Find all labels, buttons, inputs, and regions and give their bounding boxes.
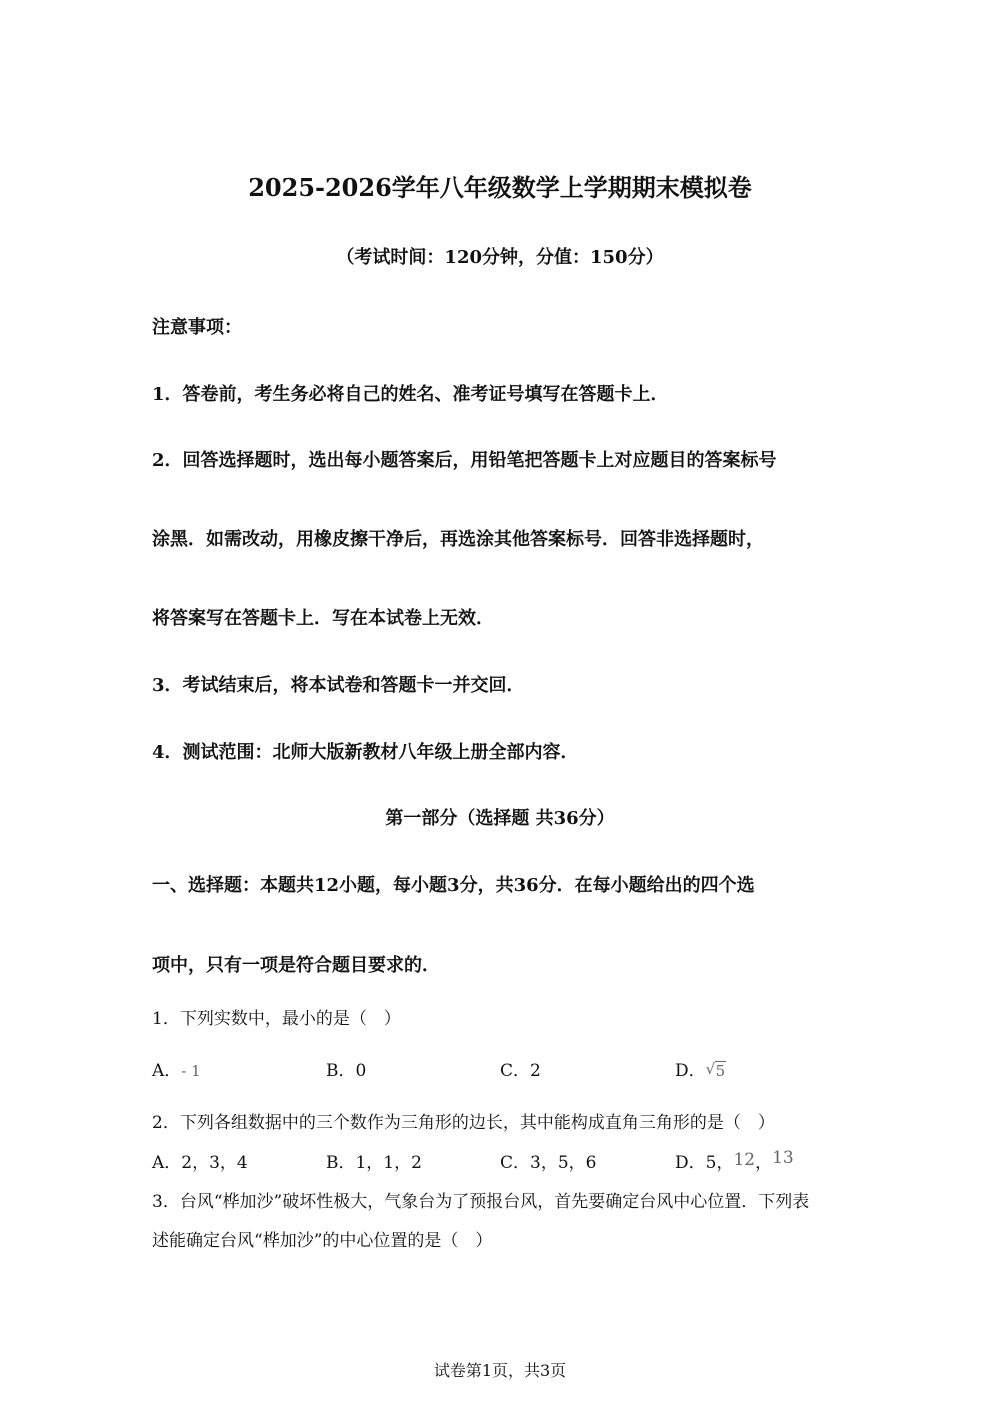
radicand: 5: [715, 1062, 726, 1080]
question-2-option-a: A．2，3，4: [152, 1153, 248, 1173]
part1-instructions-line-1: 一、选择题：本题共12小题，每小题3分，共36分．在每小题给出的四个选: [152, 875, 755, 896]
part1-heading: 第一部分（选择题 共36分）: [385, 808, 615, 829]
option-value-13: 13: [772, 1148, 794, 1168]
question-2-option-b: B．1，1，2: [326, 1153, 422, 1173]
question-1-option-d: [675, 1056, 726, 1081]
page-footer: 试卷第1页，共3页: [433, 1361, 567, 1380]
question-2-stem: 2．下列各组数据中的三个数作为三角形的边长，其中能构成直角三角形的是（ ）: [152, 1113, 775, 1133]
question-1-stem: 1．下列实数中，最小的是（ ）: [152, 1009, 401, 1029]
sqrt-expression: [706, 1062, 727, 1080]
note-item-4: 4．测试范围：北师大版新教材八年级上册全部内容．: [152, 742, 579, 763]
notes-heading: 注意事项：: [152, 317, 242, 338]
note-item-1: 1．答卷前，考生务必将自己的姓名、准考证号填写在答题卡上．: [152, 384, 669, 405]
question-1-option-c: C．2: [500, 1061, 541, 1081]
question-3-stem-line-1: 3．台风“桦加沙”破坏性极大，气象台为了预报台风，首先要确定台风中心位置．下列表: [152, 1192, 810, 1212]
option-value-12: 12: [733, 1150, 756, 1170]
note-item-2-line-1: 2．回答选择题时，选出每小题答案后，用铅笔把答题卡上对应题目的答案标号: [152, 450, 777, 471]
question-2-option-c: C．3，5，6: [500, 1153, 597, 1173]
option-label: A．: [152, 1061, 182, 1081]
question-2-option-d: [675, 1148, 794, 1173]
option-label: D．5，: [675, 1153, 734, 1173]
exam-subtitle: （考试时间：120分钟，分值：150分）: [336, 247, 664, 268]
option-label: D．: [675, 1061, 706, 1081]
option-value: - 1: [181, 1062, 201, 1080]
radical-sign-icon: √: [705, 1060, 716, 1078]
question-1-option-a: [152, 1056, 201, 1081]
note-item-3: 3．考试结束后，将本试卷和答题卡一并交回．: [152, 675, 525, 696]
note-item-2-line-3: 将答案写在答题卡上．写在本试卷上无效．: [152, 608, 494, 629]
exam-title: 2025-2026学年八年级数学上学期期末模拟卷: [248, 173, 752, 202]
part1-instructions-line-2: 项中，只有一项是符合题目要求的．: [152, 955, 440, 976]
question-1-option-b: B．0: [326, 1061, 367, 1081]
question-3-stem-line-2: 述能确定台风“桦加沙”的中心位置的是（ ）: [152, 1231, 493, 1251]
separator: ，: [755, 1153, 773, 1173]
note-item-2-line-2: 涂黑．如需改动，用橡皮擦干净后，再选涂其他答案标号．回答非选择题时，: [152, 529, 764, 550]
